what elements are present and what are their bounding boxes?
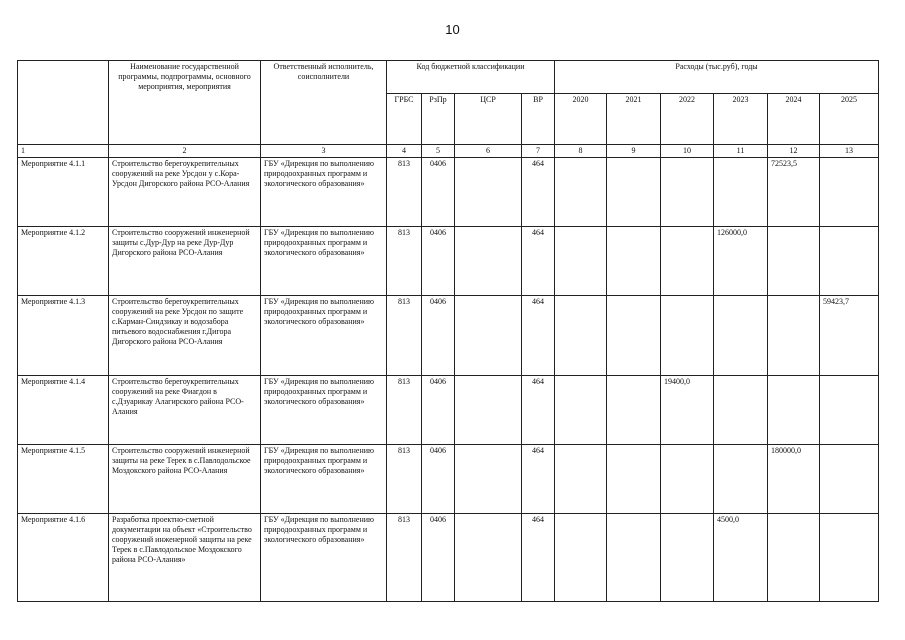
header-expenses: Расходы (тыс.руб), годы <box>555 61 879 94</box>
table-row <box>18 227 879 296</box>
row-value-2023 <box>714 296 768 376</box>
row-vr: 464 <box>522 158 555 227</box>
row-value-2024: 180000,0 <box>768 445 820 514</box>
page-number: 10 <box>445 22 460 37</box>
row-rzpr: 0406 <box>422 158 455 227</box>
row-value-2022: 19400,0 <box>661 376 714 445</box>
row-name: Строительство сооружений инженерной защиты с.Дур-Дур на реке Дур-Дур Дигорского района РСО-Алания <box>109 227 261 296</box>
row-value-2021 <box>607 445 661 514</box>
row-value-2025 <box>820 376 879 445</box>
row-grbs: 813 <box>387 376 422 445</box>
table-row <box>18 514 879 602</box>
column-number: 12 <box>768 145 820 158</box>
row-value-2022 <box>661 227 714 296</box>
row-value-2025 <box>820 158 879 227</box>
row-grbs: 813 <box>387 227 422 296</box>
row-vr: 464 <box>522 296 555 376</box>
row-rzpr: 0406 <box>422 227 455 296</box>
row-responsible: ГБУ «Дирекция по выполнению природоохранных программ и экологического образования» <box>261 514 387 602</box>
row-value-2024 <box>768 514 820 602</box>
row-value-2022 <box>661 445 714 514</box>
column-number: 6 <box>455 145 522 158</box>
row-csr <box>455 514 522 602</box>
row-value-2020 <box>555 158 607 227</box>
row-value-2021 <box>607 158 661 227</box>
column-number: 3 <box>261 145 387 158</box>
header-vr: ВР <box>522 94 555 145</box>
row-value-2025 <box>820 514 879 602</box>
column-number: 13 <box>820 145 879 158</box>
column-number: 10 <box>661 145 714 158</box>
row-value-2021 <box>607 376 661 445</box>
row-value-2023 <box>714 376 768 445</box>
row-label: Мероприятие 4.1.4 <box>18 376 109 445</box>
row-csr <box>455 158 522 227</box>
row-vr: 464 <box>522 445 555 514</box>
row-value-2021 <box>607 514 661 602</box>
table-row <box>18 158 879 227</box>
row-csr <box>455 227 522 296</box>
row-value-2023 <box>714 158 768 227</box>
row-vr: 464 <box>522 514 555 602</box>
row-vr: 464 <box>522 227 555 296</box>
row-value-2022 <box>661 296 714 376</box>
column-number: 8 <box>555 145 607 158</box>
row-label: Мероприятие 4.1.1 <box>18 158 109 227</box>
row-value-2024 <box>768 296 820 376</box>
header-csr: ЦСР <box>455 94 522 145</box>
table-row <box>18 296 879 376</box>
row-csr <box>455 296 522 376</box>
table-row <box>18 445 879 514</box>
row-label: Мероприятие 4.1.6 <box>18 514 109 602</box>
row-value-2020 <box>555 296 607 376</box>
row-value-2024 <box>768 227 820 296</box>
column-number: 11 <box>714 145 768 158</box>
row-value-2025 <box>820 445 879 514</box>
row-value-2022 <box>661 158 714 227</box>
row-csr <box>455 376 522 445</box>
row-csr <box>455 445 522 514</box>
header-row-1 <box>18 61 879 94</box>
row-grbs: 813 <box>387 445 422 514</box>
row-responsible: ГБУ «Дирекция по выполнению природоохранных программ и экологического образования» <box>261 376 387 445</box>
row-responsible: ГБУ «Дирекция по выполнению природоохранных программ и экологического образования» <box>261 445 387 514</box>
row-grbs: 813 <box>387 296 422 376</box>
header-year-2025: 2025 <box>820 94 879 145</box>
row-grbs: 813 <box>387 514 422 602</box>
column-number: 5 <box>422 145 455 158</box>
row-value-2021 <box>607 227 661 296</box>
header-year-2020: 2020 <box>555 94 607 145</box>
header-year-2021: 2021 <box>607 94 661 145</box>
header-budget-code: Код бюджетной классификации <box>387 61 555 94</box>
header-name: Наименование государственной программы, подпрограммы, основного мероприятия, мероприятия <box>109 61 261 145</box>
row-responsible: ГБУ «Дирекция по выполнению природоохранных программ и экологического образования» <box>261 296 387 376</box>
row-value-2020 <box>555 227 607 296</box>
column-number: 1 <box>18 145 109 158</box>
header-rzpr: РзПр <box>422 94 455 145</box>
row-name: Разработка проектно-сметной документации на объект «Строительство сооружений инженерной защиты на реке Терек в с.Павлодольское Моздокского района РСО-Алания» <box>109 514 261 602</box>
row-value-2025: 59423,7 <box>820 296 879 376</box>
row-value-2025 <box>820 227 879 296</box>
row-label: Мероприятие 4.1.2 <box>18 227 109 296</box>
header-year-2023: 2023 <box>714 94 768 145</box>
row-value-2024 <box>768 376 820 445</box>
row-responsible: ГБУ «Дирекция по выполнению природоохранных программ и экологического образования» <box>261 227 387 296</box>
row-rzpr: 0406 <box>422 376 455 445</box>
column-number: 9 <box>607 145 661 158</box>
row-name: Строительство берегоукрепительных сооружений на реке Фиагдон в с.Дзуарикау Алагирского района РСО-Алания <box>109 376 261 445</box>
table-row <box>18 376 879 445</box>
column-number: 4 <box>387 145 422 158</box>
row-value-2020 <box>555 376 607 445</box>
header-responsible: Ответственный исполнитель, соисполнители <box>261 61 387 145</box>
row-name: Строительство сооружений инженерной защиты на реке Терек в с.Павлодольское Моздокского района РСО-Алания <box>109 445 261 514</box>
header-grbs: ГРБС <box>387 94 422 145</box>
row-rzpr: 0406 <box>422 514 455 602</box>
row-label: Мероприятие 4.1.5 <box>18 445 109 514</box>
column-number-row <box>18 145 879 158</box>
row-name: Строительство берегоукрепительных сооружений на реке Урсдон у с.Кора-Урсдон Дигорского района РСО-Алания <box>109 158 261 227</box>
row-value-2023: 126000,0 <box>714 227 768 296</box>
row-vr: 464 <box>522 376 555 445</box>
row-value-2023 <box>714 445 768 514</box>
row-name: Строительство берегоукрепительных сооружений на реке Урсдон по защите с.Карман-Синдзикау и водозабора питьевого водоснабжения г.Дигора Дигорского района РСО-Алания <box>109 296 261 376</box>
row-value-2021 <box>607 296 661 376</box>
row-rzpr: 0406 <box>422 445 455 514</box>
column-number: 2 <box>109 145 261 158</box>
row-label: Мероприятие 4.1.3 <box>18 296 109 376</box>
row-value-2020 <box>555 514 607 602</box>
budget-table <box>17 60 879 602</box>
row-responsible: ГБУ «Дирекция по выполнению природоохранных программ и экологического образования» <box>261 158 387 227</box>
header-empty <box>18 61 109 145</box>
row-value-2024: 72523,5 <box>768 158 820 227</box>
column-number: 7 <box>522 145 555 158</box>
header-year-2022: 2022 <box>661 94 714 145</box>
row-rzpr: 0406 <box>422 296 455 376</box>
row-grbs: 813 <box>387 158 422 227</box>
row-value-2023: 4500,0 <box>714 514 768 602</box>
row-value-2020 <box>555 445 607 514</box>
header-year-2024: 2024 <box>768 94 820 145</box>
row-value-2022 <box>661 514 714 602</box>
